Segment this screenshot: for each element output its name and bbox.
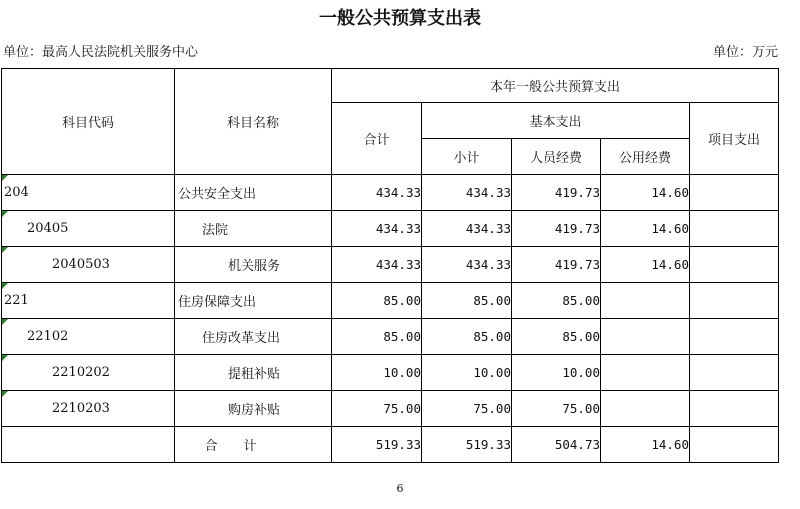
total-code-cell	[2, 427, 175, 463]
header-code: 科目代码	[2, 69, 175, 175]
row-name: 住房保障支出	[175, 283, 332, 319]
row-total: 434.33	[332, 247, 422, 283]
row-code-cell	[2, 391, 175, 427]
table-row	[2, 211, 779, 247]
table-row	[2, 283, 779, 319]
row-public	[601, 319, 690, 355]
row-total: 85.00	[332, 319, 422, 355]
row-public	[601, 283, 690, 319]
row-code: 2040503	[52, 257, 110, 272]
total-total: 519.33	[332, 427, 422, 463]
row-subtotal: 10.00	[422, 355, 512, 391]
row-personnel: 10.00	[512, 355, 601, 391]
corner-marker-icon	[2, 175, 8, 181]
row-project	[690, 175, 779, 211]
total-label-a: 合	[204, 439, 218, 454]
row-personnel: 85.00	[512, 283, 601, 319]
table-row	[2, 391, 779, 427]
table-row	[2, 175, 779, 211]
row-public	[601, 355, 690, 391]
row-code: 221	[4, 293, 29, 308]
budget-table	[1, 68, 779, 463]
corner-marker-icon	[2, 247, 8, 253]
corner-marker-icon	[2, 283, 8, 289]
row-public: 14.60	[601, 247, 690, 283]
row-personnel: 75.00	[512, 391, 601, 427]
row-subtotal: 85.00	[422, 283, 512, 319]
row-total: 10.00	[332, 355, 422, 391]
corner-marker-icon	[2, 211, 8, 217]
row-total: 75.00	[332, 391, 422, 427]
row-code-cell	[2, 247, 175, 283]
corner-marker-icon	[2, 391, 8, 397]
page-number: 6	[396, 482, 404, 495]
row-name: 住房改革支出	[175, 319, 332, 355]
row-code-cell	[2, 319, 175, 355]
header-project: 项目支出	[690, 103, 779, 175]
row-subtotal: 434.33	[422, 247, 512, 283]
row-name: 公共安全支出	[175, 175, 332, 211]
unit-currency: 单位：万元	[712, 45, 778, 60]
row-code-cell	[2, 283, 175, 319]
row-name: 法院	[175, 211, 332, 247]
row-project	[690, 283, 779, 319]
total-label	[175, 427, 332, 463]
total-subtotal: 519.33	[422, 427, 512, 463]
row-code-cell	[2, 211, 175, 247]
row-code: 20405	[27, 221, 69, 236]
table-row	[2, 319, 779, 355]
total-public: 14.60	[601, 427, 690, 463]
row-project	[690, 391, 779, 427]
total-project	[690, 427, 779, 463]
row-project	[690, 355, 779, 391]
row-subtotal: 434.33	[422, 175, 512, 211]
header-personnel: 人员经费	[512, 139, 601, 175]
header-annual: 本年一般公共预算支出	[332, 69, 779, 103]
row-project	[690, 247, 779, 283]
row-name: 提租补贴	[175, 355, 332, 391]
row-personnel: 419.73	[512, 247, 601, 283]
row-code: 2210202	[52, 365, 110, 380]
row-public: 14.60	[601, 175, 690, 211]
row-public: 14.60	[601, 211, 690, 247]
row-personnel: 85.00	[512, 319, 601, 355]
row-code-cell	[2, 355, 175, 391]
corner-marker-icon	[2, 319, 8, 325]
row-code: 2210203	[52, 401, 110, 416]
header-name: 科目名称	[175, 69, 332, 175]
header-row-1	[2, 69, 779, 103]
header-subtotal: 小计	[422, 139, 512, 175]
unit-organization: 单位：最高人民法院机关服务中心	[3, 45, 199, 60]
corner-marker-icon	[2, 355, 8, 361]
row-name: 机关服务	[175, 247, 332, 283]
row-code-cell	[2, 175, 175, 211]
row-total: 85.00	[332, 283, 422, 319]
row-personnel: 419.73	[512, 211, 601, 247]
table-row	[2, 247, 779, 283]
page-title: 一般公共预算支出表	[319, 8, 481, 29]
header-basic: 基本支出	[422, 103, 690, 139]
row-public	[601, 391, 690, 427]
row-code: 22102	[27, 329, 69, 344]
total-label-b: 计	[243, 439, 257, 454]
row-code: 204	[4, 185, 29, 200]
total-row	[2, 427, 779, 463]
total-personnel: 504.73	[512, 427, 601, 463]
row-subtotal: 85.00	[422, 319, 512, 355]
row-project	[690, 319, 779, 355]
row-total: 434.33	[332, 211, 422, 247]
row-personnel: 419.73	[512, 175, 601, 211]
row-project	[690, 211, 779, 247]
row-subtotal: 434.33	[422, 211, 512, 247]
row-name: 购房补贴	[175, 391, 332, 427]
header-public: 公用经费	[601, 139, 690, 175]
table-row	[2, 355, 779, 391]
row-subtotal: 75.00	[422, 391, 512, 427]
row-total: 434.33	[332, 175, 422, 211]
header-total: 合计	[332, 103, 422, 175]
